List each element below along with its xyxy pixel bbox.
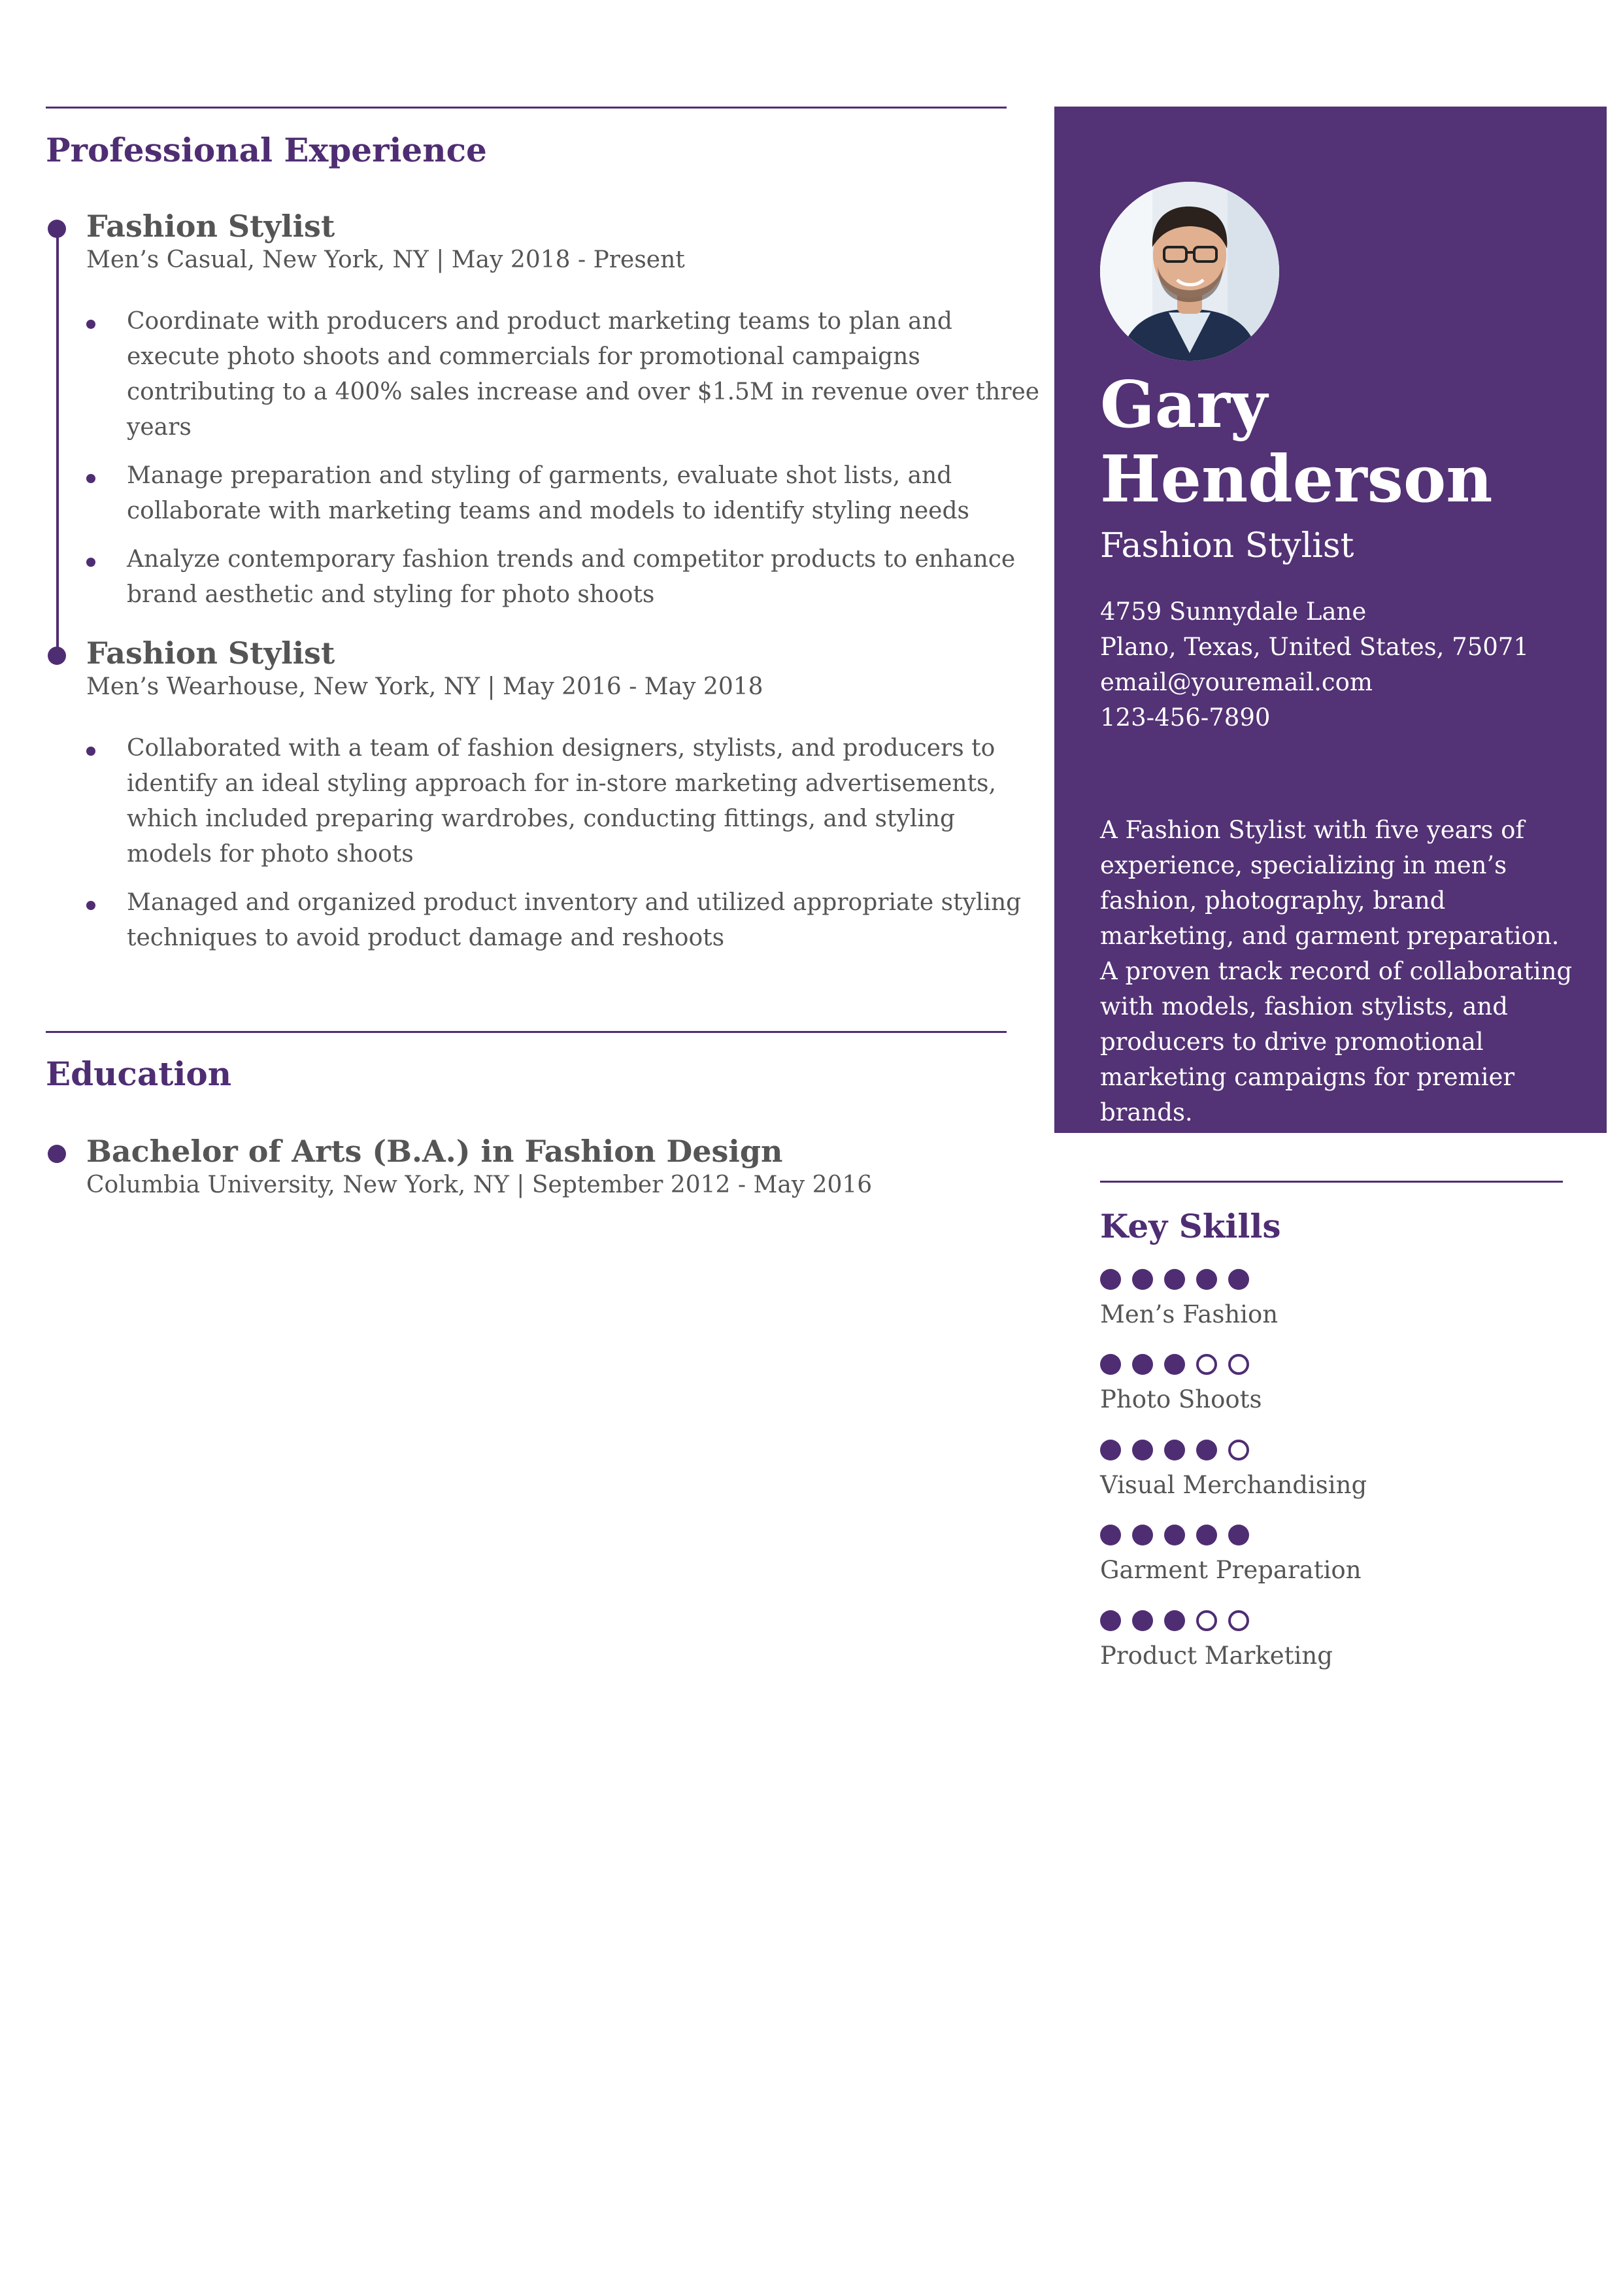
bullet-icon xyxy=(86,474,95,483)
list-item: Analyze contemporary fashion trends and competitor products to enhance brand aesthetic and styling for photo shoots xyxy=(86,542,1047,613)
rating-dot-filled-icon xyxy=(1132,1354,1153,1375)
email[interactable]: email@youremail.com xyxy=(1100,668,1373,696)
job-meta: Men’s Wearhouse, New York, NY | May 2016 - May 2018 xyxy=(86,673,763,700)
rating-dot-filled-icon xyxy=(1164,1610,1185,1631)
skill-item xyxy=(1100,1354,1563,1414)
avatar-photo xyxy=(1100,182,1279,361)
rating-dot-filled-icon xyxy=(1100,1610,1121,1631)
job-entry xyxy=(46,209,1047,613)
rating-dot-filled-icon xyxy=(1196,1440,1217,1460)
list-item: Managed and organized product inventory and utilized appropriate styling techniques to avoid product damage and reshoots xyxy=(86,885,1047,956)
profile-role: Fashion Stylist xyxy=(1100,526,1354,566)
rating-dot-filled-icon xyxy=(1132,1610,1153,1631)
rating-dot-filled-icon xyxy=(1164,1354,1185,1375)
skills-list xyxy=(1100,1269,1563,1670)
skill-rating xyxy=(1100,1269,1563,1290)
skill-item xyxy=(1100,1440,1563,1500)
rating-dot-filled-icon xyxy=(1196,1269,1217,1290)
education-heading: Education xyxy=(46,1055,232,1093)
rating-dot-empty-icon xyxy=(1228,1440,1249,1460)
rating-dot-filled-icon xyxy=(1196,1525,1217,1545)
rating-dot-filled-icon xyxy=(1164,1269,1185,1290)
skill-label: Visual Merchandising xyxy=(1100,1470,1367,1499)
rating-dot-filled-icon xyxy=(1228,1525,1249,1545)
experience-divider xyxy=(46,107,1007,109)
rating-dot-filled-icon xyxy=(1228,1269,1249,1290)
job-bullets xyxy=(86,304,1047,613)
rating-dot-filled-icon xyxy=(1132,1269,1153,1290)
rating-dot-empty-icon xyxy=(1228,1354,1249,1375)
rating-dot-filled-icon xyxy=(1164,1440,1185,1460)
address-line1: 4759 Sunnydale Lane xyxy=(1100,598,1367,626)
bullet-icon xyxy=(86,901,95,910)
bullet-icon xyxy=(86,747,95,756)
list-item: Manage preparation and styling of garments, evaluate shot lists, and collaborate with marketing teams and models to identify styling needs xyxy=(86,458,1047,529)
job-title: Fashion Stylist xyxy=(86,209,335,244)
job-bullets xyxy=(86,731,1047,956)
first-name: Gary xyxy=(1100,367,1267,443)
rating-dot-filled-icon xyxy=(1100,1269,1121,1290)
skills-heading: Key Skills xyxy=(1100,1207,1281,1245)
address-line2: Plano, Texas, United States, 75071 xyxy=(1100,633,1529,661)
rating-dot-empty-icon xyxy=(1228,1610,1249,1631)
education-meta: Columbia University, New York, NY | September 2012 - May 2016 xyxy=(86,1171,873,1198)
rating-dot-filled-icon xyxy=(1100,1440,1121,1460)
profile-name xyxy=(1100,368,1493,517)
skill-label: Men’s Fashion xyxy=(1100,1300,1279,1328)
degree-title: Bachelor of Arts (B.A.) in Fashion Design xyxy=(86,1134,783,1169)
bullet-icon xyxy=(86,558,95,567)
rating-dot-filled-icon xyxy=(1132,1525,1153,1545)
skill-rating xyxy=(1100,1354,1563,1375)
skills-divider xyxy=(1100,1181,1563,1183)
skill-rating xyxy=(1100,1610,1563,1631)
experience-heading: Professional Experience xyxy=(46,131,487,169)
job-entry xyxy=(46,636,1047,956)
skill-item xyxy=(1100,1269,1563,1329)
rating-dot-empty-icon xyxy=(1196,1610,1217,1631)
rating-dot-empty-icon xyxy=(1196,1354,1217,1375)
skill-rating xyxy=(1100,1440,1563,1460)
avatar xyxy=(1100,182,1279,361)
last-name: Henderson xyxy=(1100,442,1493,517)
job-meta: Men’s Casual, New York, NY | May 2018 - Present xyxy=(86,246,685,273)
rating-dot-filled-icon xyxy=(1132,1440,1153,1460)
timeline-dot xyxy=(48,1145,66,1163)
rating-dot-filled-icon xyxy=(1100,1354,1121,1375)
skill-item xyxy=(1100,1610,1563,1670)
skill-label: Photo Shoots xyxy=(1100,1385,1262,1414)
rating-dot-filled-icon xyxy=(1164,1525,1185,1545)
skill-item xyxy=(1100,1525,1563,1585)
phone: 123-456-7890 xyxy=(1100,703,1271,732)
skill-label: Garment Preparation xyxy=(1100,1556,1362,1585)
education-entry xyxy=(46,1134,1047,1202)
education-divider xyxy=(46,1031,1007,1033)
list-item: Collaborated with a team of fashion designers, stylists, and producers to identify an ideal styling approach for in-store marketing advertisements, which included preparing wardrobes, conducting fittings, and styling models for photo shoots xyxy=(86,731,1047,872)
timeline-dot xyxy=(48,220,66,238)
timeline-dot xyxy=(48,647,66,665)
profile-panel xyxy=(1054,107,1607,1133)
skill-label: Product Marketing xyxy=(1100,1641,1333,1670)
list-item: Coordinate with producers and product marketing teams to plan and execute photo shoots and commercials for promotional campaigns contributing to a 400% sales increase and over $1.5M in revenue over three years xyxy=(86,304,1047,445)
skill-rating xyxy=(1100,1525,1563,1545)
bullet-icon xyxy=(86,320,95,329)
rating-dot-filled-icon xyxy=(1100,1525,1121,1545)
profile-summary: A Fashion Stylist with five years of experience, specializing in men’s fashion, photography, brand marketing, and garment preparation. A proven track record of collaborating with models, fashion stylists, and producers to drive promotional marketing campaigns for premier brands. xyxy=(1100,816,1573,1126)
contact-block xyxy=(1100,594,1529,735)
skills-section xyxy=(1100,1181,1563,1695)
job-title: Fashion Stylist xyxy=(86,635,335,671)
